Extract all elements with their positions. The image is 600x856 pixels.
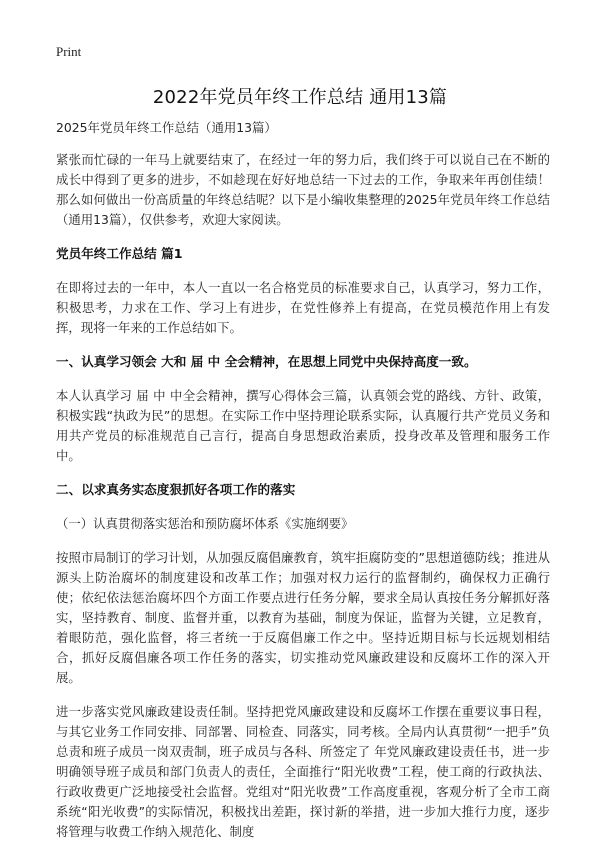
document-title: 2022年党员年终工作总结 通用13篇 xyxy=(152,87,448,108)
print-link[interactable]: Print xyxy=(56,44,82,59)
section-heading-1: 一、认真学习领会 大和 届 中 全会精神，在思想上同党中央保持高度一致。 xyxy=(56,354,477,369)
section-1-paragraph: 本人认真学习 届 中 中全会精神，撰写心得体会三篇，认真领会党的路线、方针、政策，积极实践“执政为民”的思想。在实际工作中坚持理论联系实际，认真履行共产党员义务和用共产党员的标准规范自己言行，提高自身思想政治素质，投身改革及管理和服务工作中。 xyxy=(56,388,550,463)
article-paragraph: 在即将过去的一年中，本人一直以一名合格党员的标准要求自己，认真学习，努力工作，积极思考，力求在工作、学习上有进步，在党性修养上有提高，在党员模范作用上有发挥，现将一年来的工作总结如下。 xyxy=(56,280,550,335)
section-2-paragraph-2: 进一步落实党风廉政建设责任制。坚持把党风廉政建设和反腐坏工作摆在重要议事日程，与其它业务工作同安排、同部署、同检查、同落实，同考核。全局内认真贯彻“一把手”负总责和班子成员一岗双责制，班子成员与各科、所签定了 年党风廉政建设责任书，进一步明确领导班子成员和部门负责人的责任，全面推行“阳光收费”工程，使工商的行政执法、行政收费更广泛地接受社会监督。党组对“阳光收费”工作高度重视，客观分析了全市工商系统“阳光收费”的实际情况，积极找出差距，探讨新的举措，进一步加大推行力度，逐步将管理与收费工作纳入规范化、制度 xyxy=(56,704,550,839)
document-body xyxy=(56,118,550,856)
intro-paragraph: 紧张而忙碌的一年马上就要结束了，在经过一年的努力后，我们终于可以说自己在不断的成长中得到了更多的进步，不如趁现在好好地总结一下过去的工作，争取来年再创佳绩！那么如何做出一份高质量的年终总结呢？以下是小编收集整理的2025年党员年终工作总结（通用13篇），仅供参考，欢迎大家阅读。 xyxy=(56,152,550,227)
document-subtitle: 2025年党员年终工作总结（通用13篇） xyxy=(56,120,277,135)
section-2-paragraph-1: 按照市局制订的学习计划，从加强反腐倡廉教育，筑牢拒腐防变的”思想道德防线；推进从源头上防治腐坏的制度建设和改革工作；加强对权力运行的监督制约，确保权力正确行使；依纪依法惩治腐坏四个方面工作要点进行任务分解，要求全局认真按任务分解抓好落实，坚持教育、制度、监督并重，以教育为基础，制度为保证，监督为关键，立足教育，着眼防范，强化监督，将三者统一于反腐倡廉工作之中。坚持近期目标与长远规划相结合，抓好反腐倡廉各项工作任务的落实，切实推动党风廉政建设和反腐坏工作的深入开展。 xyxy=(56,550,550,685)
section-heading-2: 二、以求真务实态度狠抓好各项工作的落实 xyxy=(56,482,296,497)
section-2-subheading: （一）认真贯彻落实惩治和预防腐坏体系《实施纲要》 xyxy=(56,516,354,531)
article-heading: 党员年终工作总结 篇1 xyxy=(56,246,183,261)
